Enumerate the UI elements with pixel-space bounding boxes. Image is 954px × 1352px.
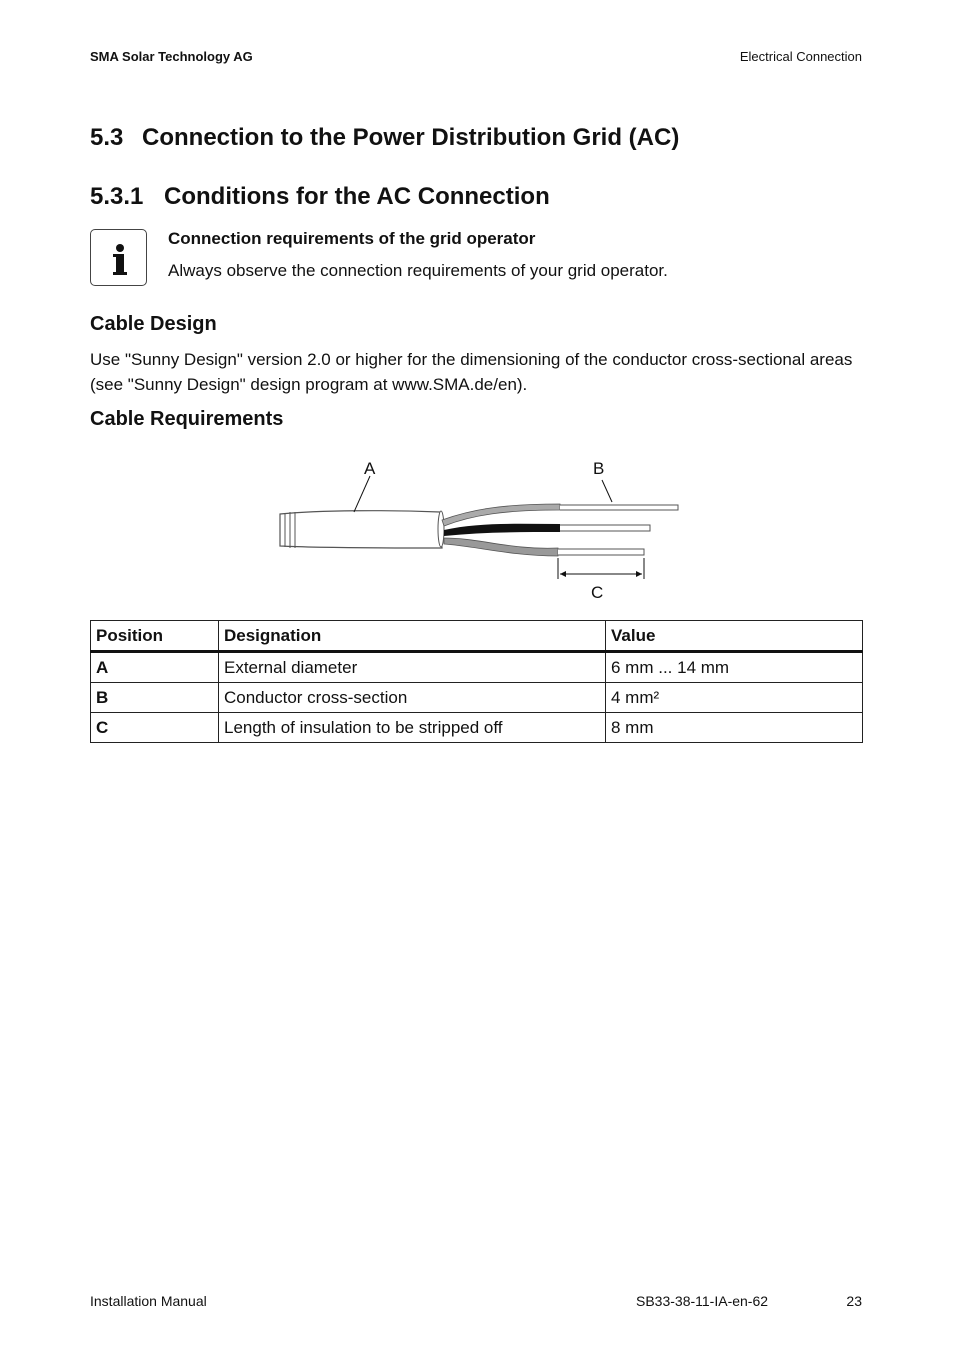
subsection-heading xyxy=(90,183,550,211)
cell-position: C xyxy=(91,713,219,743)
cell-value: 4 mm² xyxy=(606,683,863,713)
cell-value: 8 mm xyxy=(606,713,863,743)
section-number: 5.3 xyxy=(90,124,124,151)
footer-page-number: 23 xyxy=(846,1293,862,1309)
table-header-row xyxy=(91,621,863,652)
table-row xyxy=(91,683,863,713)
cable-design-text: Use "Sunny Design" version 2.0 or higher for the dimensioning of the conductor cross-sectional areas (see "Sunny Design" design program at www.SMA.de/en). xyxy=(90,350,853,394)
section-heading xyxy=(90,124,679,152)
leader-b xyxy=(602,480,612,502)
subsection-number: 5.3.1 xyxy=(90,183,144,210)
header-section: Electrical Connection xyxy=(739,49,862,64)
label-b: B xyxy=(593,459,605,478)
note-title: Connection requirements of the grid operator xyxy=(168,229,536,248)
label-c: C xyxy=(591,583,604,602)
footer-doc-type: Installation Manual xyxy=(90,1293,207,1309)
label-a: A xyxy=(364,459,376,478)
leader-a xyxy=(354,476,370,512)
cell-value: 6 mm ... 14 mm xyxy=(606,652,863,683)
column-header-value: Value xyxy=(606,621,863,652)
footer-doc-code: SB33-38-11-IA-en-62 xyxy=(636,1293,769,1309)
cable-sheath xyxy=(280,511,442,548)
section-title: Connection to the Power Distribution Grid (AC) xyxy=(142,124,680,151)
conductor-grey-top xyxy=(442,504,560,526)
cable-requirements-heading: Cable Requirements xyxy=(90,408,284,430)
column-header-position: Position xyxy=(91,621,219,652)
cable-requirements-table xyxy=(90,620,863,743)
table-row xyxy=(91,652,863,683)
conductor-black xyxy=(444,524,560,536)
column-header-designation: Designation xyxy=(219,621,606,652)
cable-figure xyxy=(260,452,700,612)
info-icon xyxy=(90,229,147,286)
header-company: SMA Solar Technology AG xyxy=(90,49,253,64)
subsection-title: Conditions for the AC Connection xyxy=(164,183,550,210)
note-text: Always observe the connection requirements of your grid operator. xyxy=(168,261,668,280)
cell-designation: Length of insulation to be stripped off xyxy=(219,713,606,743)
conductor-grey-bottom xyxy=(444,538,558,556)
table-row xyxy=(91,713,863,743)
cable-design-heading: Cable Design xyxy=(90,313,217,335)
cell-position: B xyxy=(91,683,219,713)
cell-designation: External diameter xyxy=(219,652,606,683)
cell-designation: Conductor cross-section xyxy=(219,683,606,713)
cell-position: A xyxy=(91,652,219,683)
